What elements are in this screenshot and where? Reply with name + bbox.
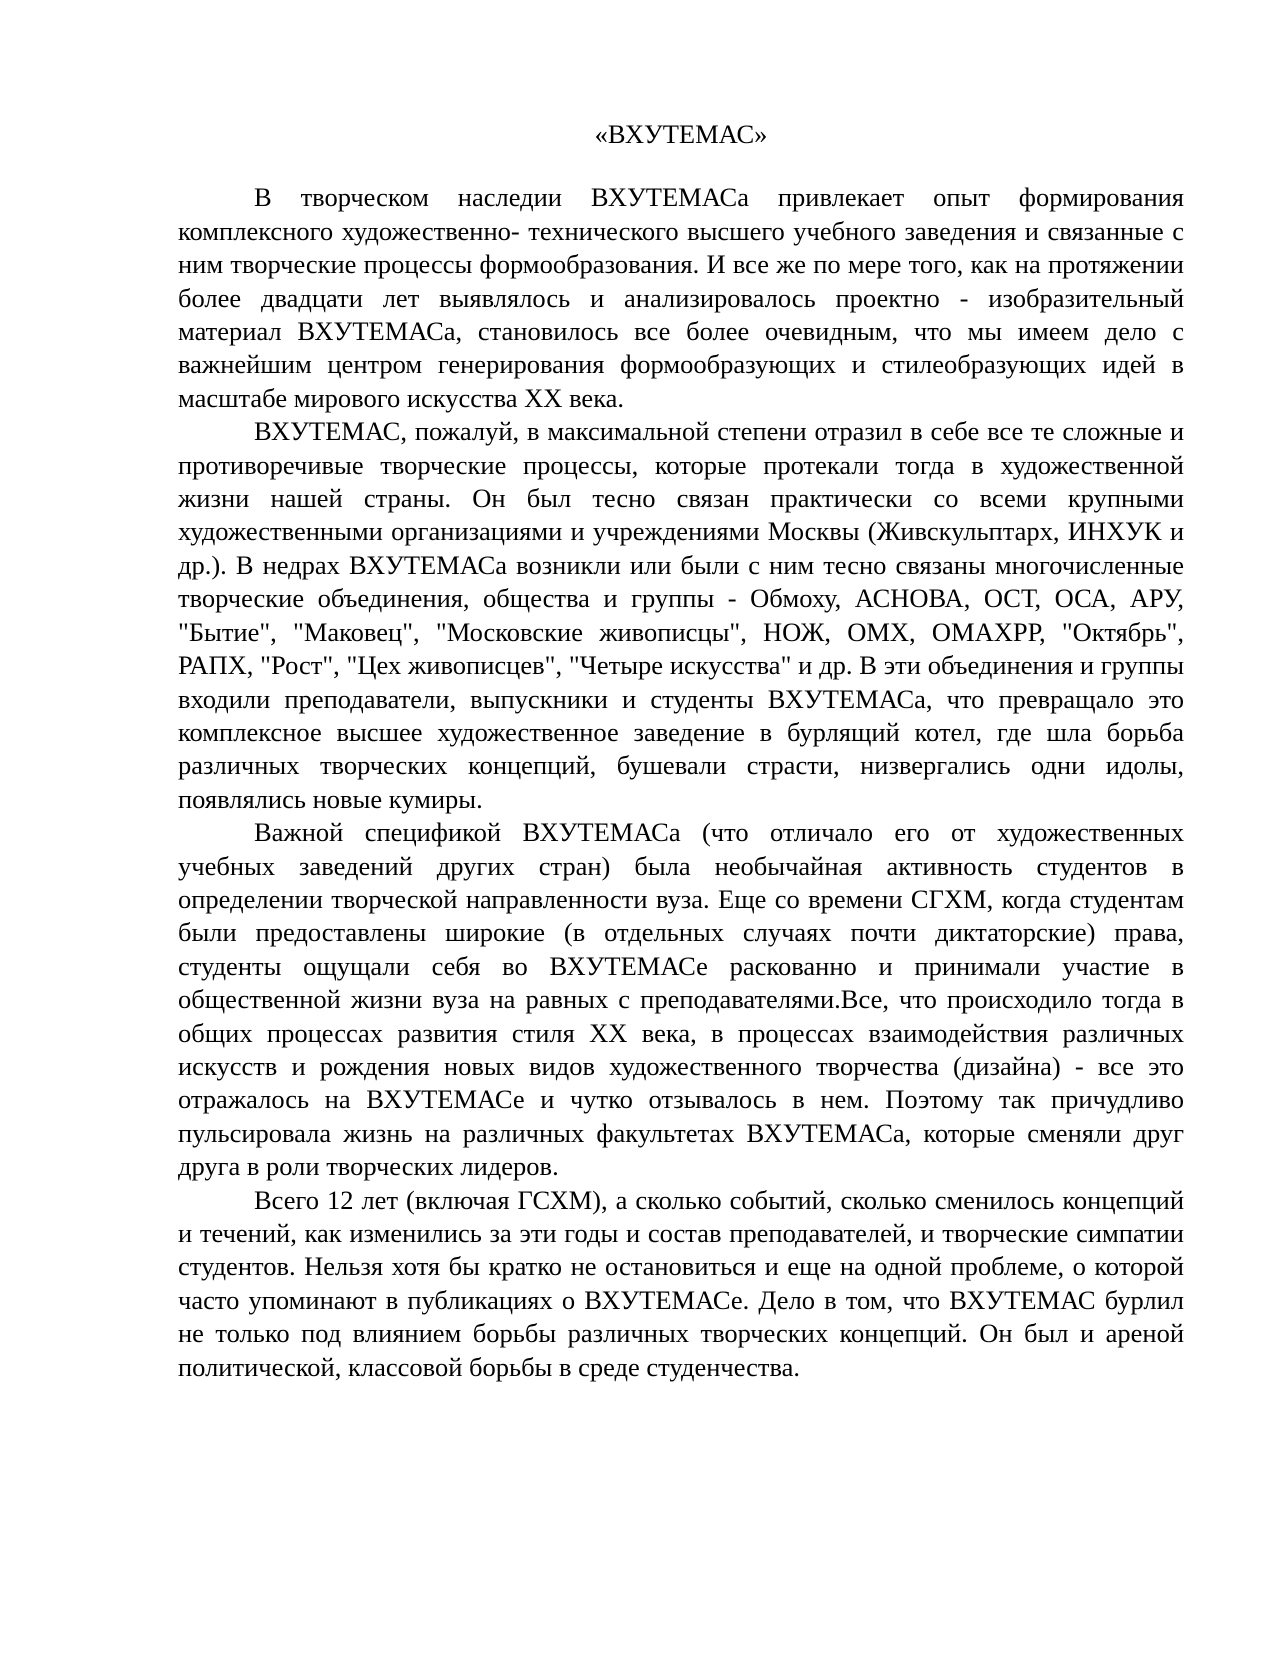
paragraph-3: Важной спецификой ВХУТЕМАСа (что отличало его от художественных учебных заведений других стран) была необычайная активность студентов в определении творческой направленности вуза. Еще со времени СГХМ, когда студентам были предоставлены широкие (в отдельных случаях почти диктаторские) права, студенты ощущали себя во ВХУТЕМАСе раскованно и принимали участие в общественной жизни вуза на равных с преподавателями.Все, что происходило тогда в общих процессах развития стиля XX века, в процессах взаимодействия различных искусств и рождения новых видов художественного творчества (дизайна) - все это отражалось на ВХУТЕМАСе и чутко отзывалось в нем. Поэтому так причудливо пульсировала жизнь на различных факультетах ВХУТЕМАСа, которые сменяли друг друга в роли творческих лидеров. bbox=[178, 817, 1184, 1182]
document-title: «ВХУТЕМАС» bbox=[594, 119, 768, 149]
document-page bbox=[178, 118, 1184, 1384]
paragraph-4: Всего 12 лет (включая ГСХМ), а сколько событий, сколько сменилось концепций и течений, как изменились за эти годы и состав преподавателей, и творческие симпатии студентов. Нельзя хотя бы кратко не остановиться и еще на одной проблеме, о которой часто упоминают в публикациях о ВХУТЕМАСе. Дело в том, что ВХУТЕМАС бурлил не только под влиянием борьбы различных творческих концепций. Он был и ареной политической, классовой борьбы в среде студенчества. bbox=[178, 1184, 1184, 1382]
paragraph-1: В творческом наследии ВХУТЕМАСа привлекает опыт формирования комплексного художественно- технического высшего учебного заведения и связанные с ним творческие процессы формообразования. И все же по мере того, как на протяжении более двадцати лет выявлялось и анализировалось проектно - изобразительный материал ВХУТЕМАСа, становилось все более очевидным, что мы имеем дело с важнейшим центром генерирования формообразующих и стилеобразующих идей в масштабе мирового искусства XX века. bbox=[178, 182, 1184, 413]
paragraph-2: ВХУТЕМАС, пожалуй, в максимальной степени отразил в себе все те сложные и противоречивые творческие процессы, которые протекали тогда в художественной жизни нашей страны. Он был тесно связан практически со всеми крупными художественными организациями и учреждениями Москвы (Живскульптарх, ИНХУК и др.). В недрах ВХУТЕМАСа возникли или были с ним тесно связаны многочисленные творческие объединения, общества и группы - Обмоху, АСНОВА, ОСТ, ОСА, АРУ, "Бытие", "Маковец", "Московские живописцы", НОЖ, ОМХ, ОМАХРР, "Октябрь", РАПХ, "Рост", "Цех живописцев", "Четыре искусства" и др. В эти объединения и группы входили преподаватели, выпускники и студенты ВХУТЕМАСа, что превращало это комплексное высшее художественное заведение в бурлящий котел, где шла борьба различных творческих концепций, бушевали страсти, низвергались одни идолы, появлялись новые кумиры. bbox=[178, 416, 1184, 814]
